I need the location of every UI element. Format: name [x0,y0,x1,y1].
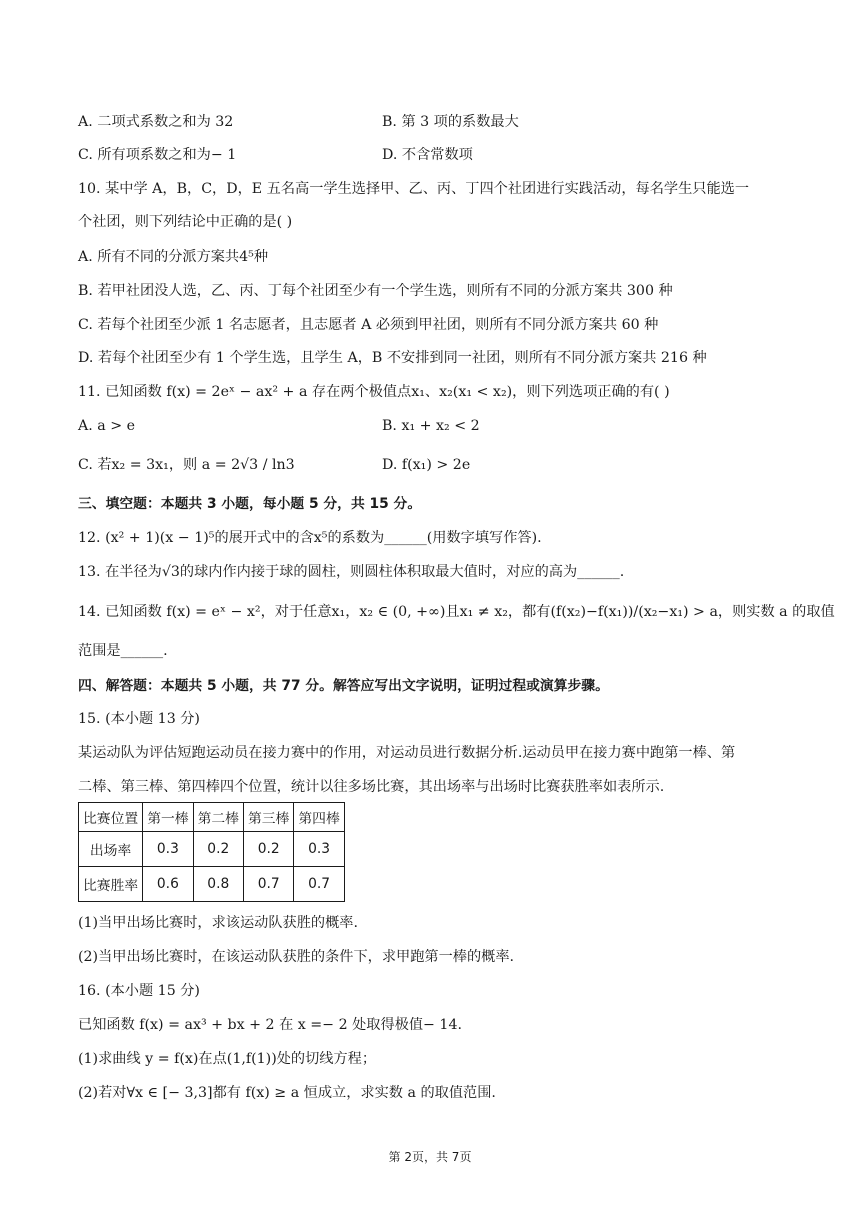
q10-option-b: B. 若甲社团没人选，乙、丙、丁每个社团至少有一个学生选，则所有不同的分派方案共 300 种 [78,283,673,299]
q15-header: 15. (本小题 13 分) [78,711,200,727]
q10-stem-line2: 个社团，则下列结论中正确的是( ) [78,214,293,230]
table-cell: 0.2 [243,832,293,867]
table-cell: 0.3 [294,832,344,867]
q16-part1: (1)求曲线 y = f(x)在点(1,f(1))处的切线方程； [78,1051,377,1067]
q16-stem: 已知函数 f(x) = ax³ + bx + 2 在 x =− 2 处取得极值− 14. [78,1017,462,1033]
q15-paragraph-line2: 二棒、第三棒、第四棒四个位置，统计以往多场比赛，其出场率与出场时比赛获胜率如表所示. [78,779,665,795]
table-cell: 0.3 [143,832,193,867]
q14-line2: 范围是______. [78,643,168,659]
q10-option-d: D. 若每个社团至少有 1 个学生选，且学生 A，B 不安排到同一社团，则所有不同分派方案共 216 种 [78,350,707,366]
q13: 13. 在半径为√3的球内作内接于球的圆柱，则圆柱体积取最大值时，对应的高为______. [78,564,625,580]
section-3-heading: 三、填空题：本题共 3 小题，每小题 5 分，共 15 分。 [78,496,422,512]
q15-data-table [78,802,345,902]
table-row [79,832,345,867]
q10-option-c: C. 若每个社团至少派 1 名志愿者，且志愿者 A 必须到甲社团，则所有不同分派方案共 60 种 [78,317,659,333]
q10-option-a: A. 所有不同的分派方案共4⁵种 [78,249,269,265]
section-4-heading: 四、解答题：本题共 5 小题，共 77 分。解答应写出文字说明，证明过程或演算步骤。 [78,678,609,694]
table-cell: 0.6 [143,867,193,902]
table-header-cell: 第四棒 [294,803,344,832]
table-header-cell: 第一棒 [143,803,193,832]
table-header-cell: 第二棒 [193,803,243,832]
table-row [79,867,345,902]
q16-header: 16. (本小题 15 分) [78,983,200,999]
table-cell: 0.7 [243,867,293,902]
q12: 12. (x² + 1)(x − 1)⁵的展开式中的含x⁵的系数为______(用数字填写作答). [78,530,542,546]
q14-line1: 14. 已知函数 f(x) = eˣ − x²，对于任意x₁，x₂ ∈ (0, +∞)且x₁ ≠ x₂，都有(f(x₂)−f(x₁))/(x₂−x₁) > a，则实数 a 的取值 [78,604,835,620]
q15-part2: (2)当甲出场比赛时，在该运动队获胜的条件下，求甲跑第一棒的概率. [78,949,515,965]
table-cell: 出场率 [79,832,143,867]
table-cell: 0.7 [294,867,344,902]
table-cell: 0.8 [193,867,243,902]
q9-option-d: D. 不含常数项 [382,147,473,163]
q11-option-c: C. 若x₂ = 3x₁，则 a = 2√3 / ln3 [78,457,295,473]
table-cell: 比赛胜率 [79,867,143,902]
table-header-cell: 比赛位置 [79,803,143,832]
q9-option-a: A. 二项式系数之和为 32 [78,114,234,130]
q11-option-a: A. a > e [78,418,136,434]
table-cell: 0.2 [193,832,243,867]
q10-stem-line1: 10. 某中学 A，B，C，D，E 五名高一学生选择甲、乙、丙、丁四个社团进行实践活动，每名学生只能选一 [78,181,750,197]
q15-part1: (1)当甲出场比赛时，求该运动队获胜的概率. [78,915,358,931]
table-header-row [79,803,345,832]
q9-option-c: C. 所有项系数之和为− 1 [78,147,237,163]
q11-stem: 11. 已知函数 f(x) = 2eˣ − ax² + a 存在两个极值点x₁、x₂(x₁ < x₂)，则下列选项正确的有( ) [78,384,670,400]
q11-option-d: D. f(x₁) > 2e [382,457,471,473]
q11-option-b: B. x₁ + x₂ < 2 [382,418,480,434]
table-header-cell: 第三棒 [243,803,293,832]
q16-part2: (2)若对∀x ∈ [− 3,3]都有 f(x) ≥ a 恒成立，求实数 a 的取值范围. [78,1085,496,1101]
q15-paragraph-line1: 某运动队为评估短跑运动员在接力赛中的作用，对运动员进行数据分析.运动员甲在接力赛中跑第一棒、第 [78,745,736,761]
page-footer: 第 2页，共 7页 [388,1150,472,1164]
q9-option-b: B. 第 3 项的系数最大 [382,114,519,130]
